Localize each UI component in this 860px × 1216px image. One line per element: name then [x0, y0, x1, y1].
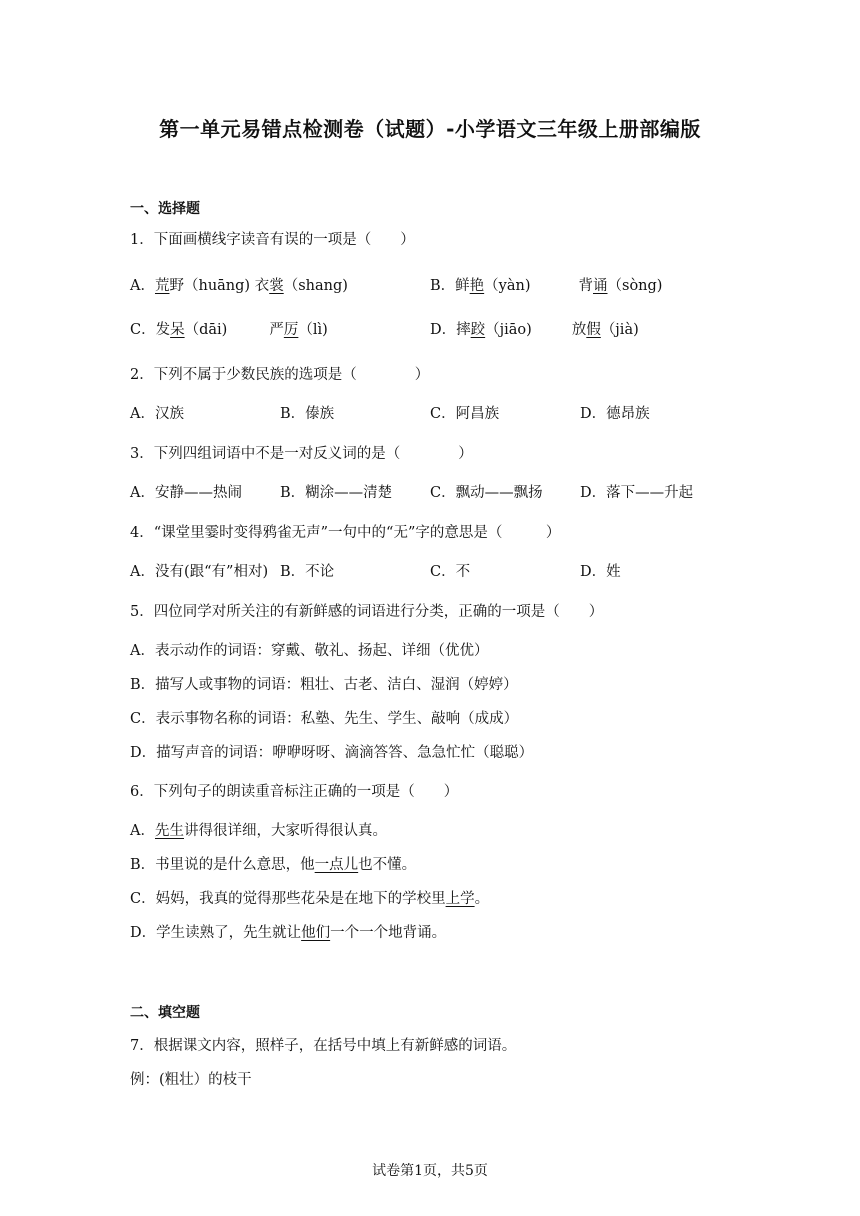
q4-option-d: D．姓: [580, 564, 621, 580]
q5-option-d: D．描写声音的词语：咿咿呀呀、滴滴答答、急急忙忙（聪聪）: [130, 745, 534, 761]
section-heading-choice: 一、选择题: [130, 201, 200, 217]
question-2-stem: 2．下列不属于少数民族的选项是（ ）: [130, 367, 430, 383]
q3-option-d: D．落下——升起: [580, 485, 694, 501]
page-footer: 试卷第1页，共5页: [372, 1163, 488, 1179]
q6-option-c: C．妈妈，我真的觉得那些花朵是在地下的学校里上学。: [130, 891, 490, 907]
q1-option-c: C．发呆（dāi) 严厉（lì): [130, 322, 328, 338]
q6-option-a: A．先生讲得很详细，大家听得很认真。: [130, 823, 387, 839]
question-6-stem: 6．下列句子的朗读重音标注正确的一项是（ ）: [130, 784, 459, 800]
q3-option-c: C．飘动——飘扬: [430, 485, 543, 501]
q5-option-a: A．表示动作的词语：穿戴、敬礼、扬起、详细（优优）: [130, 643, 489, 659]
q5-option-c: C．表示事物名称的词语：私塾、先生、学生、敲响（成成）: [130, 711, 519, 727]
q4-option-b: B．不论: [280, 564, 335, 580]
q2-option-b: B．傣族: [280, 406, 335, 422]
q4-option-a: A．没有(跟“有”相对): [130, 564, 269, 580]
q3-option-a: A．安静——热闹: [130, 485, 242, 501]
q4-option-c: C．不: [430, 564, 471, 580]
q7-example: 例：(粗壮）的枝干: [130, 1072, 252, 1088]
q5-option-b: B．描写人或事物的词语：粗壮、古老、洁白、湿润（婷婷）: [130, 677, 518, 693]
page-title: 第一单元易错点检测卷（试题）-小学语文三年级上册部编版: [159, 117, 701, 141]
q1-option-b: B．鲜艳（yàn) 背诵（sòng): [430, 278, 663, 294]
q2-option-c: C．阿昌族: [430, 406, 500, 422]
q2-option-d: D．德昂族: [580, 406, 650, 422]
question-7-stem: 7．根据课文内容，照样子，在括号中填上有新鲜感的词语。: [130, 1038, 517, 1054]
question-3-stem: 3．下列四组词语中不是一对反义词的是（ ）: [130, 446, 473, 462]
q1-option-a: A．荒野（huāng) 衣裳（shang): [130, 278, 348, 294]
question-1-stem: 1．下面画横线字读音有误的一项是（ ）: [130, 232, 415, 248]
section-heading-fill: 二、填空题: [130, 1005, 200, 1021]
q2-option-a: A．汉族: [130, 406, 184, 422]
q6-option-b: B．书里说的是什么意思，他一点儿也不懂。: [130, 857, 417, 873]
q6-option-d: D．学生读熟了，先生就让他们一个一个地背诵。: [130, 925, 447, 941]
question-4-stem: 4．“课堂里霎时变得鸦雀无声”一句中的“无”字的意思是（ ）: [130, 525, 561, 541]
question-5-stem: 5．四位同学对所关注的有新鲜感的词语进行分类，正确的一项是（ ）: [130, 604, 604, 620]
q1-option-d: D．摔跤（jiāo) 放假（jià): [430, 322, 639, 338]
q3-option-b: B．糊涂——清楚: [280, 485, 393, 501]
